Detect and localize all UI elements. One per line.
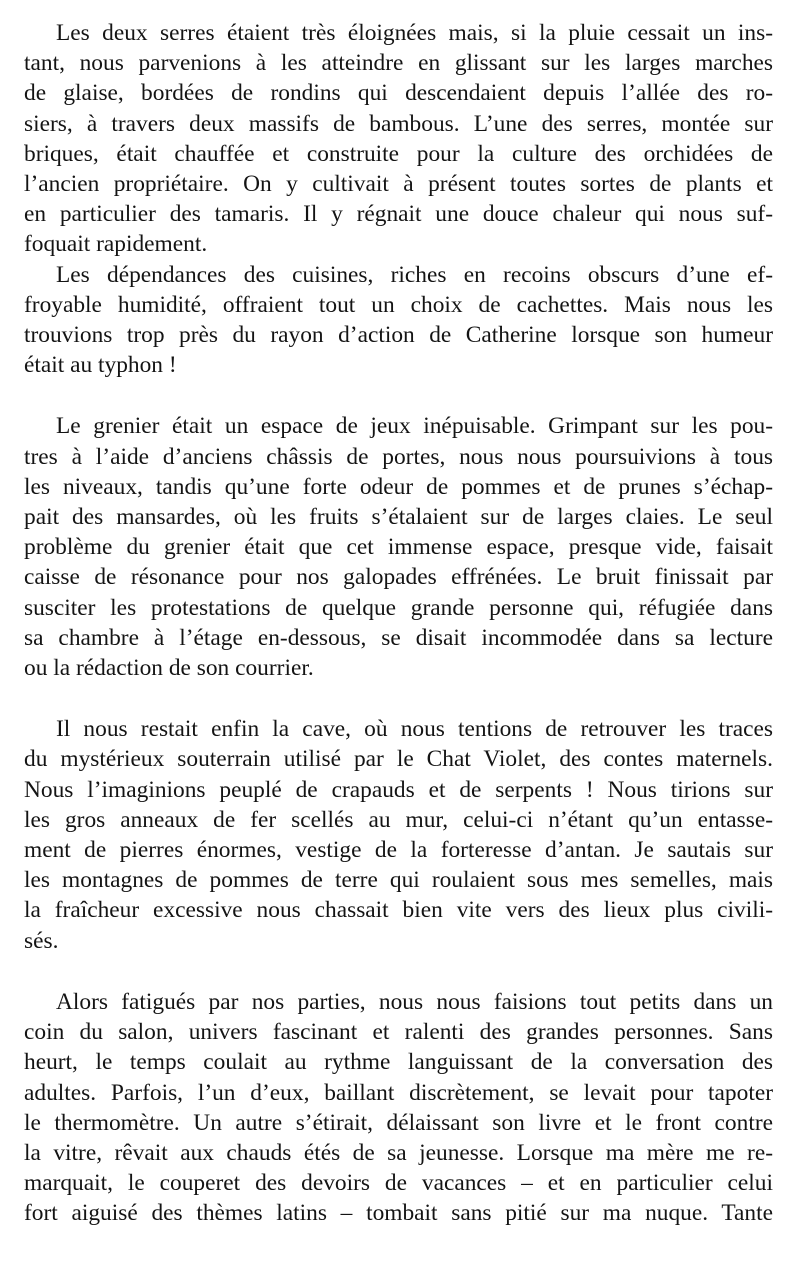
text-line: foquait rapidement.	[24, 231, 208, 258]
text-line: du mystérieux souterrain utilisé par le Chat Violet, des contes maternels.	[24, 746, 773, 773]
paragraph-gap	[24, 683, 773, 714]
paragraph-p4	[24, 714, 773, 956]
text-line: le thermomètre. Un autre s’étirait, délaissant son livre et le front contre	[24, 1109, 773, 1136]
text-line: les gros anneaux de fer scellés au mur, celui-ci n’étant qu’un entasse-	[24, 806, 773, 833]
text-line: siers, à travers deux massifs de bambous. L’une des serres, montée sur	[24, 110, 773, 137]
text-line: trouvions trop près du rayon d’action de Catherine lorsque son humeur	[24, 322, 773, 349]
text-line: Il nous restait enfin la cave, où nous tentions de retrouver les traces	[56, 716, 773, 743]
text-line: sa chambre à l’étage en-dessous, se disait incommodée dans sa lecture	[24, 624, 773, 651]
paragraph-p5	[24, 987, 773, 1229]
paragraph-gap	[24, 956, 773, 987]
text-line: caisse de résonance pour nos galopades effrénées. Le bruit finissait par	[24, 564, 773, 591]
paragraph-gap	[24, 380, 773, 411]
text-line: susciter les protestations de quelque grande personne qui, réfugiée dans	[24, 594, 773, 621]
text-line: les niveaux, tandis qu’une forte odeur de pommes et de prunes s’échap-	[24, 473, 773, 500]
text-line: l’ancien propriétaire. On y cultivait à présent toutes sortes de plants et	[24, 171, 773, 198]
paragraph-p2	[24, 260, 773, 381]
text-line: Le grenier était un espace de jeux inépuisable. Grimpant sur les pou-	[56, 413, 773, 440]
text-line: était au typhon !	[24, 352, 177, 379]
text-line: pait des mansardes, où les fruits s’étalaient sur de larges claies. Le seul	[24, 504, 773, 531]
text-line: sés.	[24, 927, 59, 954]
text-line: la vitre, rêvait aux chauds étés de sa jeunesse. Lorsque ma mère me re-	[24, 1139, 773, 1166]
text-line: heurt, le temps coulait au rythme languissant de la conversation des	[24, 1049, 773, 1076]
text-line: fort aiguisé des thèmes latins – tombait sans pitié sur ma nuque. Tante	[24, 1200, 773, 1227]
text-line: la fraîcheur excessive nous chassait bien vite vers des lieux plus civili-	[24, 897, 773, 924]
text-line: ou la rédaction de son courrier.	[24, 655, 314, 682]
text-line: Les deux serres étaient très éloignées mais, si la pluie cessait un ins-	[56, 20, 773, 46]
text-line: froyable humidité, offraient tout un choix de cachettes. Mais nous les	[24, 291, 773, 318]
text-line: ment de pierres énormes, vestige de la forteresse d’antan. Je sautais sur	[24, 837, 773, 864]
text-line: tres à l’aide d’anciens châssis de portes, nous nous poursuivions à tous	[24, 443, 773, 470]
text-line: marquait, le couperet des devoirs de vacances – et en particulier celui	[24, 1170, 773, 1197]
text-line: problème du grenier était que cet immense espace, presque vide, faisait	[24, 534, 773, 561]
text-line: de glaise, bordées de rondins qui descendaient depuis l’allée des ro-	[24, 80, 773, 107]
text-line: adultes. Parfois, l’un d’eux, baillant discrètement, se levait pour tapoter	[24, 1079, 773, 1106]
text-line: coin du salon, univers fascinant et ralenti des grandes personnes. Sans	[24, 1019, 773, 1046]
paragraph-p1	[24, 18, 773, 260]
text-line: Les dépendances des cuisines, riches en recoins obscurs d’une ef-	[56, 261, 773, 288]
text-body	[24, 18, 773, 1229]
text-line: les montagnes de pommes de terre qui roulaient sous mes semelles, mais	[24, 867, 773, 894]
text-line: en particulier des tamaris. Il y régnait une douce chaleur qui nous suf-	[24, 201, 773, 228]
text-line: briques, était chauffée et construite pour la culture des orchidées de	[24, 140, 773, 167]
text-line: tant, nous parvenions à les atteindre en glissant sur les larges marches	[24, 50, 773, 77]
paragraph-p3	[24, 411, 773, 683]
text-line: Nous l’imaginions peuplé de crapauds et de serpents ! Nous tirions sur	[24, 776, 773, 803]
text-line: Alors fatigués par nos parties, nous nous faisions tout petits dans un	[56, 988, 773, 1015]
